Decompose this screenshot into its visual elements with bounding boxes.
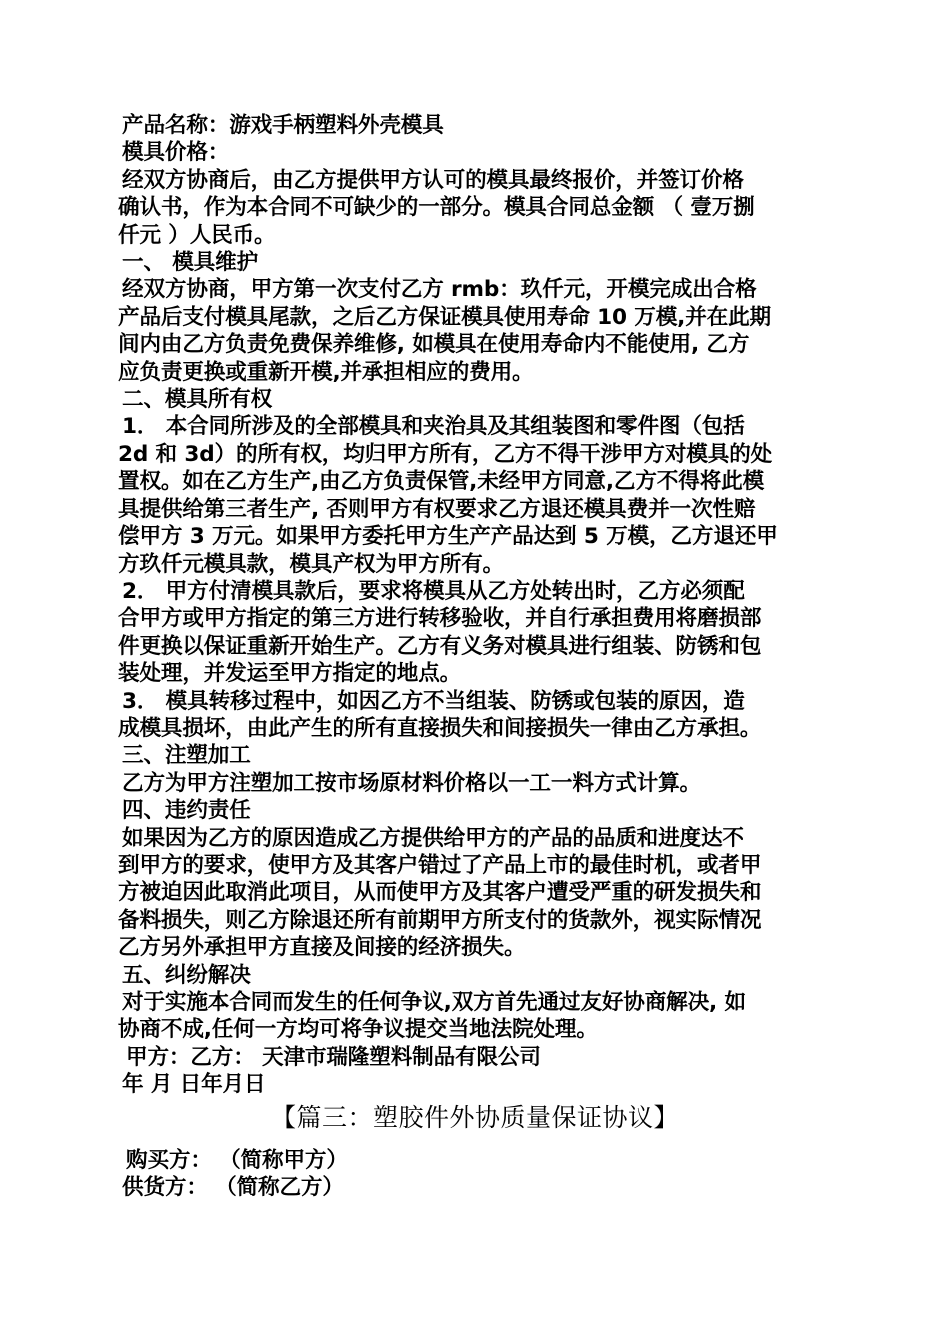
paragraph-line: 置权。如在乙方生产,由乙方负责保管,未经甲方同意,乙方不得将此模: [118, 469, 765, 495]
paragraph-line: 合甲方或甲方指定的第三方进行转移验收，并自行承担费用将磨损部: [118, 606, 762, 632]
paragraph-line: 2d 和 3d）的所有权，均归甲方所有，乙方不得干涉甲方对模具的处: [118, 441, 773, 467]
paragraph-line: 方玖仟元模具款，模具产权为甲方所有。: [118, 551, 504, 577]
section-heading-breach: 四、违约责任: [122, 798, 251, 824]
paragraph-line: 间内由乙方负责免费保养维修, 如模具在使用寿命内不能使用, 乙方: [118, 332, 750, 358]
paragraph-line: 应负责更换或重新开模,并承担相应的费用。: [118, 359, 534, 385]
paragraph-line: 装处理，并发运至甲方指定的地点。: [118, 661, 462, 687]
buyer-line: 购买方： （简称甲方）: [126, 1147, 348, 1173]
paragraph-line: 产品后支付模具尾款，之后乙方保证模具使用寿命 10 万模,并在此期: [118, 304, 771, 330]
paragraph-line: 3． 模具转移过程中，如因乙方不当组装、防锈或包装的原因，造: [122, 688, 745, 714]
supplier-line: 供货方： （简称乙方）: [122, 1175, 344, 1201]
paragraph-line: 成模具损坏，由此产生的所有直接损失和间接损失一律由乙方承担。: [118, 715, 762, 741]
section-heading-dispute: 五、纠纷解决: [122, 962, 251, 988]
paragraph-line: 乙方另外承担甲方直接及间接的经济损失。: [118, 935, 526, 961]
paragraph-line: 经双方协商后，由乙方提供甲方认可的模具最终报价，并签订价格: [122, 167, 744, 193]
product-name-line: 产品名称：游戏手柄塑料外壳模具: [122, 113, 444, 138]
signature-parties-line: 甲方：乙方： 天津市瑞隆塑料制品有限公司: [126, 1044, 541, 1070]
paragraph-line: 具提供给第三者生产, 否则甲方有权要求乙方退还模具费并一次性赔: [118, 496, 756, 522]
paragraph-line: 乙方为甲方注塑加工按市场原材料价格以一工一料方式计算。: [122, 770, 701, 796]
section-heading-ownership: 二、模具所有权: [122, 387, 273, 413]
paragraph-line: 备料损失，则乙方除退还所有前期甲方所支付的货款外，视实际情况: [118, 907, 762, 933]
paragraph-line: 到甲方的要求，使甲方及其客户错过了产品上市的最佳时机，或者甲: [118, 852, 762, 878]
paragraph-line: 确认书，作为本合同不可缺少的一部分。模具合同总金额 （ 壹万捌: [118, 195, 755, 221]
paragraph-line: 偿甲方 3 万元。如果甲方委托甲方生产产品达到 5 万模，乙方退还甲: [118, 524, 778, 550]
paragraph-line: 1． 本合同所涉及的全部模具和夹治具及其组装图和零件图（包括: [122, 414, 745, 440]
paragraph-line: 如果因为乙方的原因造成乙方提供给甲方的产品的品质和进度达不: [122, 825, 744, 851]
section-heading-maintenance: 一、 模具维护: [122, 250, 259, 276]
signature-date-line: 年 月 日年月日: [122, 1072, 266, 1098]
paragraph-line: 经双方协商，甲方第一次支付乙方 rmb：玖仟元，开模完成出合格: [122, 277, 757, 303]
mold-price-line: 模具价格：: [122, 140, 230, 166]
document-body: [118, 112, 838, 1201]
paragraph-line: 协商不成,任何一方均可将争议提交当地法院处理。: [118, 1017, 598, 1043]
section-heading-injection: 三、注塑加工: [122, 743, 251, 769]
paragraph-line: 仟元 ）人民币。: [118, 222, 276, 248]
paragraph-line: 2． 甲方付清模具款后，要求将模具从乙方处转出时，乙方必须配: [122, 578, 745, 604]
paragraph-line: 方被迫因此取消此项目，从而使甲方及其客户遭受严重的研发损失和: [118, 880, 762, 906]
paragraph-line: 件更换以保证重新开始生产。乙方有义务对模具进行组装、防锈和包: [118, 633, 762, 659]
section-title-part-three: 【篇三：塑胶件外协质量保证协议】: [270, 1102, 679, 1132]
paragraph-line: 对于实施本合同而发生的任何争议,双方首先通过友好协商解决, 如: [122, 990, 746, 1015]
